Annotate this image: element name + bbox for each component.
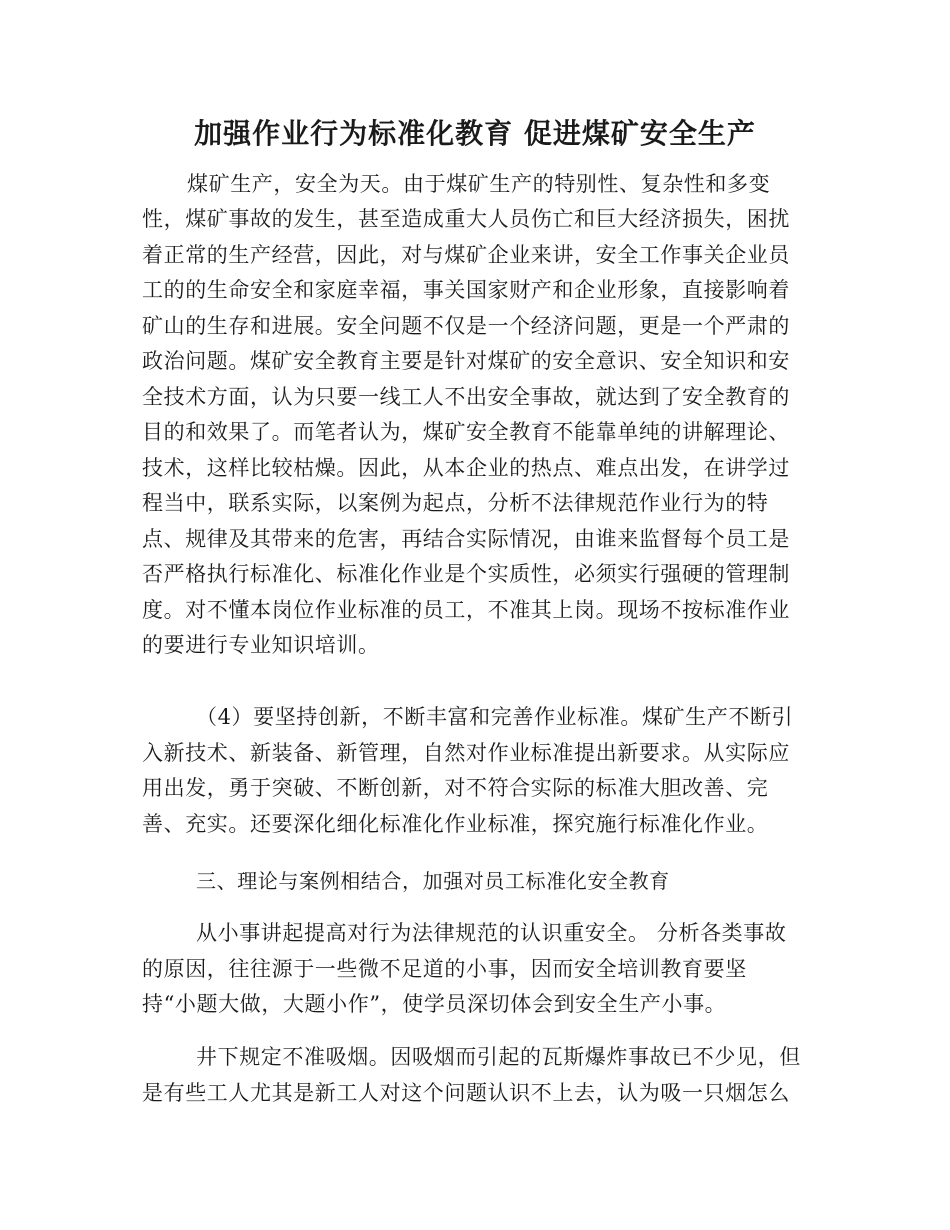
paragraph-1-line-5: 矿山的生存和进展。安全问题不仅是一个经济问题，更是一个严肃的 [142, 314, 790, 338]
paragraph-2-line-1: （4）要坚持创新，不断丰富和完善作业标准。煤矿生产不断引 [196, 705, 794, 729]
document-title: 加强作业行为标准化教育 促进煤矿安全生产 [194, 117, 756, 150]
paragraph-1-line-3: 着正常的生产经营，因此，对与煤矿企业来讲，安全工作事关企业员 [142, 243, 790, 267]
paragraph-4-line-1: 井下规定不准吸烟。因吸烟而引起的瓦斯爆炸事故已不少见，但 [196, 1045, 801, 1069]
paragraph-1-line-1: 煤矿生产，安全为天。由于煤矿生产的特别性、复杂性和多变 [187, 172, 771, 196]
paragraph-3-line-1: 从小事讲起提高对行为法律规范的认识重安全。 分析各类事故 [196, 921, 787, 945]
section-heading-3: 三、理论与案例相结合，加强对员工标准化安全教育 [196, 869, 670, 893]
paragraph-2-line-2: 入新技术、新装备、新管理，自然对作业标准提出新要求。从实际应 [142, 741, 790, 765]
paragraph-2-line-4: 善、充实。还要深化细化标准化作业标准，探究施行标准化作业。 [142, 812, 769, 836]
paragraph-1-line-10: 程当中，联系实际，以案例为起点，分析不法律规范作业行为的特 [142, 491, 769, 515]
paragraph-1-line-12: 否严格执行标准化、标准化作业是个实质性，必须实行强硬的管理制 [142, 562, 790, 586]
paragraph-2-line-3: 用出发，勇于突破、不断创新，对不符合实际的标准大胆改善、完 [142, 776, 769, 800]
paragraph-1-line-13: 度。对不懂本岗位作业标准的员工，不准其上岗。现场不按标准作业 [142, 598, 790, 622]
paragraph-3-line-2: 的原因，往往源于一些微不足道的小事，因而安全培训教育要坚 [142, 957, 747, 981]
paragraph-1-line-2: 性，煤矿事故的发生，甚至造成重大人员伤亡和巨大经济损失，困扰 [142, 207, 790, 231]
paragraph-4-line-2: 是有些工人尤其是新工人对这个问题认识不上去，认为吸一只烟怎么 [142, 1081, 790, 1105]
paragraph-1-line-8: 目的和效果了。而笔者认为，煤矿安全教育不能靠单纯的讲解理论、 [142, 420, 790, 444]
paragraph-1-line-4: 工的的生命安全和家庭幸福，事关国家财产和企业形象，直接影响着 [142, 278, 790, 302]
paragraph-1-line-7: 全技术方面，认为只要一线工人不出安全事故，就达到了安全教育的 [142, 385, 790, 409]
paragraph-1-line-6: 政治问题。煤矿安全教育主要是针对煤矿的安全意识、安全知识和安 [142, 349, 790, 373]
paragraph-1-line-9: 技术，这样比较枯燥。因此，从本企业的热点、难点出发，在讲学过 [142, 456, 790, 480]
paragraph-1-line-14: 的要进行专业知识培训。 [142, 633, 380, 657]
paragraph-3-line-3: 持“小题大做，大题小作”，使学员深切体会到安全生产小事。 [142, 992, 727, 1016]
paragraph-1-line-11: 点、规律及其带来的危害，再结合实际情况，由谁来监督每个员工是 [142, 527, 790, 551]
